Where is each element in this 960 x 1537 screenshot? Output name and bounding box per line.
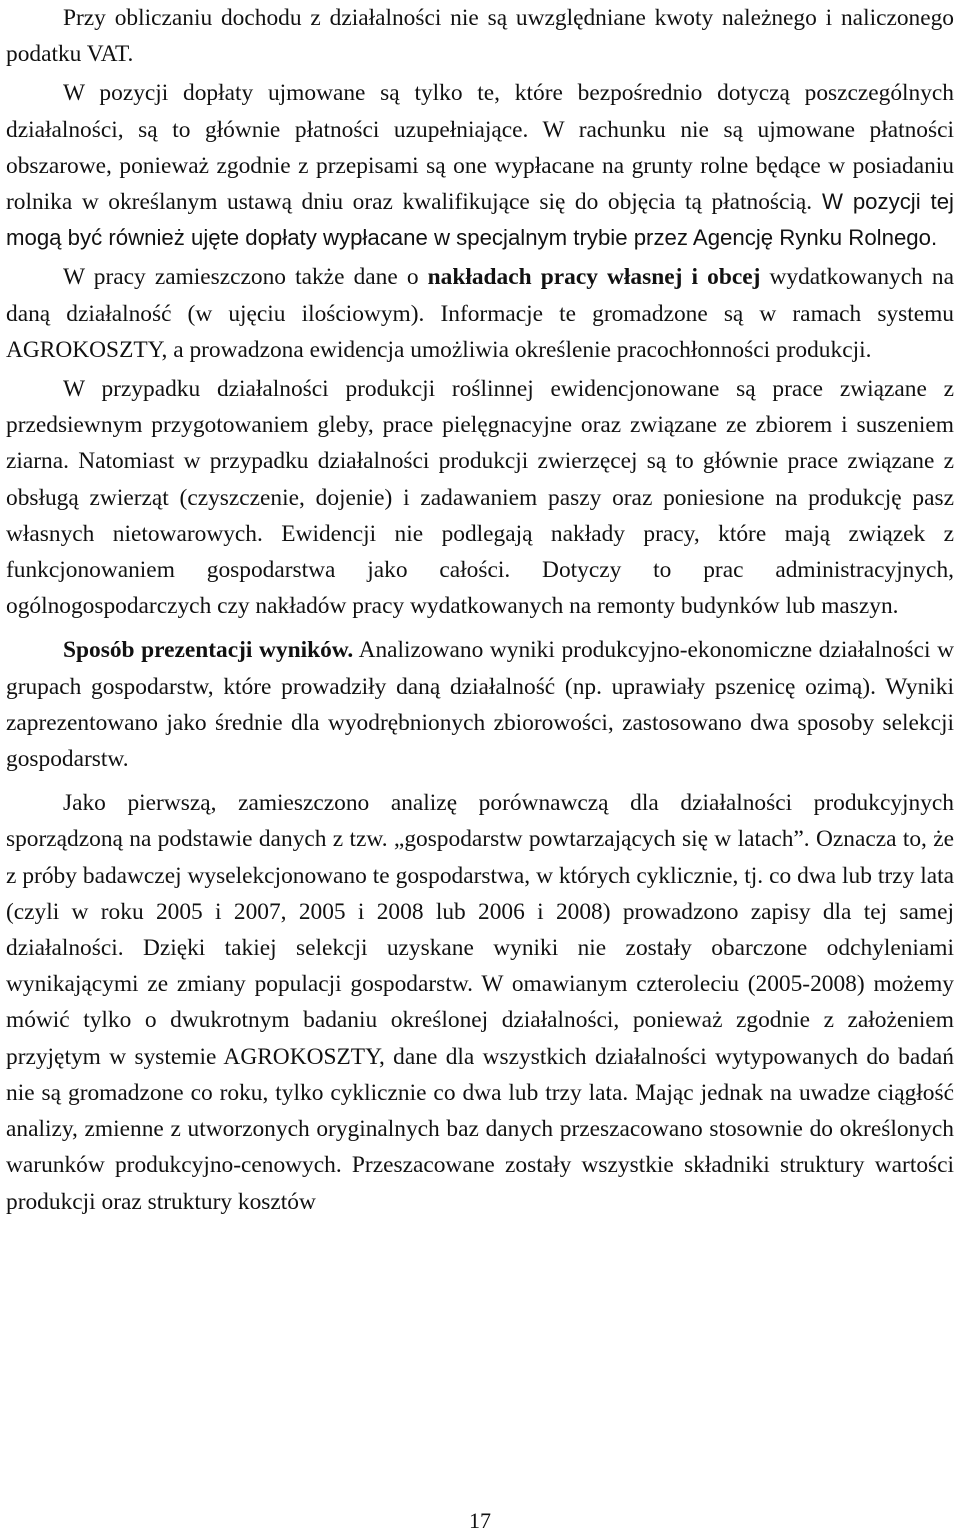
- paragraph-naklady-pracy: [6, 259, 954, 368]
- document-page: [6, 0, 954, 1220]
- paragraph-doplaty: [6, 75, 954, 256]
- paragraph-sposob-text: Analizowano wyniki produkcyjno-ekonomiczne działalności w grupach gospodarstw, które prowadziły daną działalność (np. uprawiały pszenicę ozimą). Wyniki zaprezentowano jako średnie dla wyodrębnionych zbiorowości, zastosowano dwa sposoby selekcji gospodarstw.: [6, 637, 955, 773]
- paragraph-vat: [6, 0, 954, 72]
- paragraph-prace: [6, 371, 954, 624]
- paragraph-doplaty-text-sans: W pozycji tej mogą być również ujęte dopłaty wypłacane w specjalnym trybie przez Agencję Rynku Rolnego.: [6, 189, 954, 251]
- paragraph-sposob-prezentacji: [6, 632, 954, 777]
- paragraph-naklady-bold: nakładach pracy własnej i obcej: [427, 264, 761, 291]
- paragraph-analiza: [6, 785, 954, 1219]
- paragraph-naklady-pre: W pracy zamieszczono także dane o: [63, 264, 428, 291]
- paragraph-naklady-post: wydatkowanych na daną działalność (w ujęciu ilościowym). Informacje te gromadzone są w ramach systemu AGROKOSZTY, a prowadzona ewidencja umożliwia określenie pracochłonności produkcji.: [6, 264, 954, 363]
- paragraph-analiza-text: Jako pierwszą, zamieszczono analizę porównawczą dla działalności produkcyjnych sporządzoną na podstawie danych z tzw. „gospodarstw powtarzających się w latach”. Oznacza to, że z próby badawczej wyselekcjonowano te gospodarstwa, w których cyklicznie, tj. co dwa lub trzy lata (czyli w roku 2005 i 2007, 2005 i 2008 lub 2006 i 2008) prowadzono zapisy dla tej samej działalności. Dzięki takiej selekcji uzyskane wyniki nie zostały obarczone odchyleniami wynikającymi ze zmiany populacji gospodarstw. W omawianym czteroleciu (2005-2008) możemy mówić tylko o dwukrotnym badaniu określonej działalności, ponieważ zgodnie z założeniem przyjętym w systemie AGROKOSZTY, dane dla wszystkich działalności wytypowanych do badań nie są gromadzone co roku, tylko cyklicznie co dwa lub trzy lata. Mając jednak na uwadze ciągłość analizy, zmienne z utworzonych oryginalnych baz danych przeszacowano stosownie do określonych warunków produkcyjno-cenowych. Przeszacowane zostały wszystkie składniki struktury wartości produkcji oraz struktury kosztów: [6, 790, 954, 1215]
- page-number: 17: [469, 1508, 491, 1533]
- paragraph-doplaty-text: W pozycji dopłaty ujmowane są tylko te, które bezpośrednio dotyczą poszczególnych działalności, są to głównie płatności uzupełniające. W rachunku nie są ujmowane płatności obszarowe, ponieważ zgodnie z przepisami są one wypłacane na grunty rolne będące w posiadaniu rolnika w określanym ustawą dniu oraz kwalifikujące się do objęcia tą płatnością.: [6, 80, 954, 216]
- section-heading-sposob: Sposób prezentacji wyników.: [63, 637, 354, 664]
- paragraph-prace-text: W przypadku działalności produkcji roślinnej ewidencjonowane są prace związane z przedsiewnym przygotowaniem gleby, prace pielęgnacyjne oraz związane ze zbiorem i suszeniem ziarna. Natomiast w przypadku działalności produkcji zwierzęcej są to głównie prace związane z obsługą zwierząt (czyszczenie, dojenie) i zadawaniem paszy oraz poniesione na produkcję pasz własnych nietowarowych. Ewidencji nie podlegają nakłady pracy, które mają związek z funkcjonowaniem gospodarstwa jako całości. Dotyczy to prac administracyjnych, ogólnogospodarczych czy nakładów pracy wydatkowanych na remonty budynków lub maszyn.: [6, 376, 954, 620]
- paragraph-vat-text: Przy obliczaniu dochodu z działalności nie są uwzględniane kwoty należnego i naliczonego podatku VAT.: [6, 5, 954, 68]
